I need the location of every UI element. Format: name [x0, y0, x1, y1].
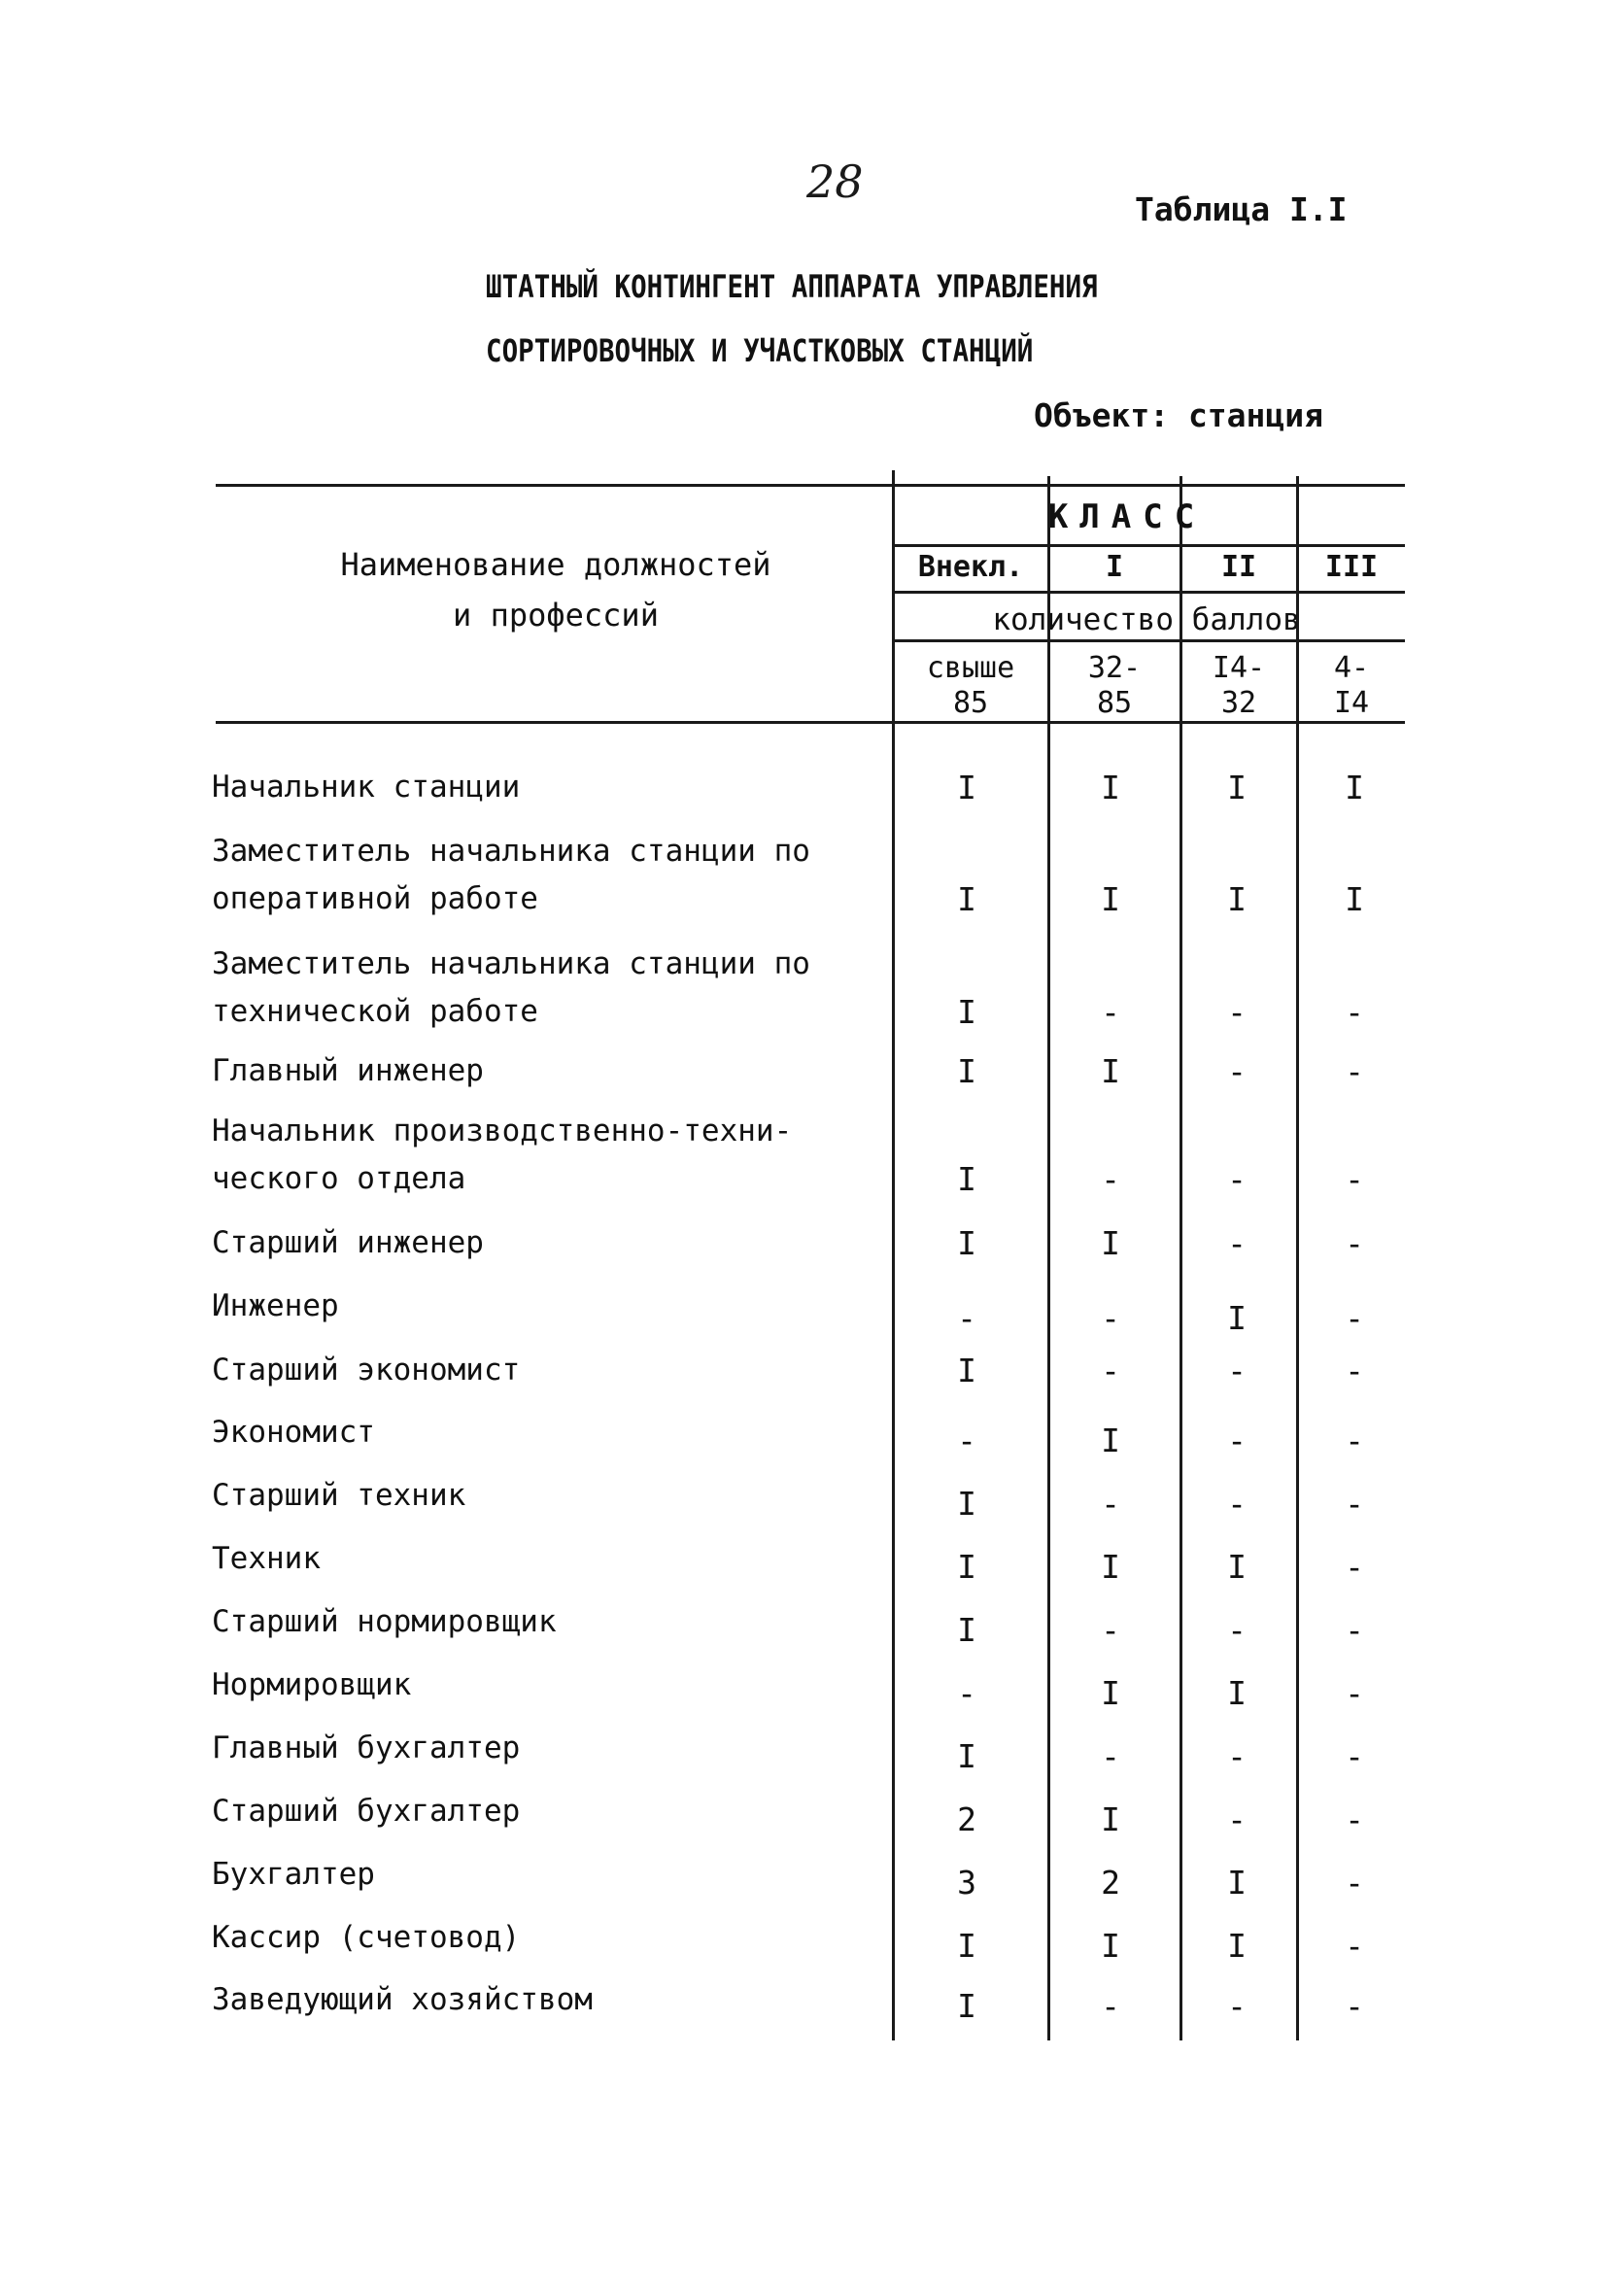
row-value-2: -: [1227, 1052, 1247, 1090]
range-3-line-1: 4-: [1333, 651, 1370, 685]
row-value-1: I: [1101, 880, 1120, 918]
row-value-1: -: [1101, 1987, 1120, 2025]
header-name-line-2: и профессий: [453, 597, 659, 634]
row-value-extra: I: [957, 1737, 976, 1775]
row-value-3: -: [1345, 1927, 1364, 1965]
row-value-extra: I: [957, 880, 976, 918]
row-value-extra: 2: [957, 1800, 976, 1838]
row-value-1: I: [1101, 769, 1120, 806]
row-value-3: -: [1345, 1800, 1364, 1838]
row-name: Кассир (счетовод): [212, 1920, 521, 1955]
row-value-2: -: [1227, 1352, 1247, 1389]
row-value-1: I: [1101, 1927, 1120, 1965]
row-value-2: -: [1227, 1611, 1247, 1649]
row-value-1: -: [1101, 1485, 1120, 1523]
row-value-2: -: [1227, 1160, 1247, 1198]
row-value-3: -: [1345, 1485, 1364, 1523]
header-name-column: [216, 539, 896, 640]
row-name: Экономист: [212, 1415, 375, 1450]
row-name: Заместитель начальника станции по оперативной работе: [212, 834, 810, 916]
row-value-1: I: [1101, 1224, 1120, 1262]
row-name: Инженер: [212, 1288, 339, 1323]
header-bottom-rule: [216, 721, 1405, 724]
class-rule: [894, 544, 1405, 547]
row-value-1: -: [1101, 1160, 1120, 1198]
points-rule: [894, 639, 1405, 642]
row-value-2: -: [1227, 1485, 1247, 1523]
row-value-3: -: [1345, 1737, 1364, 1775]
header-class-label: КЛАСС: [1047, 497, 1207, 536]
range-1-line-2: 85: [1096, 686, 1133, 720]
range-extra-line-2: 85: [952, 686, 989, 720]
row-value-3: I: [1345, 769, 1364, 806]
header-grade-extra: Внекл.: [917, 550, 1024, 584]
row-value-3: -: [1345, 1160, 1364, 1198]
header-range-1: [1049, 651, 1180, 721]
row-value-extra: I: [957, 1611, 976, 1649]
page-number: 28: [806, 155, 864, 208]
row-value-1: -: [1101, 993, 1120, 1031]
range-3-line-2: I4: [1333, 686, 1370, 720]
range-extra-line-1: свыше: [926, 651, 1015, 685]
range-2-line-1: I4-: [1212, 651, 1266, 685]
row-value-3: -: [1345, 1864, 1364, 1902]
row-value-2: I: [1227, 1299, 1247, 1337]
row-value-extra: 3: [957, 1864, 976, 1902]
row-value-extra: I: [957, 1352, 976, 1389]
row-value-1: I: [1101, 1422, 1120, 1459]
row-name: Старший бухгалтер: [212, 1794, 521, 1829]
row-value-1: -: [1101, 1299, 1120, 1337]
row-name: Старший техник: [212, 1478, 466, 1513]
row-name: Начальник производственно-техни-ческого отдела: [212, 1114, 793, 1196]
row-value-2: I: [1227, 1674, 1247, 1712]
header-grade-2: II: [1220, 550, 1257, 584]
document-title: [486, 255, 1098, 383]
header-range-extra: [894, 651, 1047, 721]
row-name: Нормировщик: [212, 1667, 412, 1702]
row-value-2: I: [1227, 1927, 1247, 1965]
row-value-extra: I: [957, 1548, 976, 1586]
table-top-rule: [216, 484, 1405, 487]
row-value-2: -: [1227, 1987, 1247, 2025]
row-value-2: -: [1227, 1422, 1247, 1459]
header-name-line-1: Наименование должностей: [340, 546, 771, 583]
row-name: Старший инженер: [212, 1225, 484, 1260]
row-value-1: 2: [1101, 1864, 1120, 1902]
row-value-1: -: [1101, 1737, 1120, 1775]
title-line-1: ШТАТНЫЙ КОНТИНГЕНТ АППАРАТА УПРАВЛЕНИЯ: [486, 268, 1098, 305]
row-value-3: -: [1345, 1352, 1364, 1389]
row-value-extra: -: [957, 1674, 976, 1712]
row-value-1: I: [1101, 1674, 1120, 1712]
row-name: Главный бухгалтер: [212, 1731, 521, 1765]
row-name: Техник: [212, 1541, 321, 1576]
title-line-2: СОРТИРОВОЧНЫХ И УЧАСТКОВЫХ СТАНЦИЙ: [486, 332, 1034, 369]
header-range-2: [1181, 651, 1296, 721]
header-range-3: [1298, 651, 1405, 721]
row-value-1: I: [1101, 1052, 1120, 1090]
row-value-extra: I: [957, 993, 976, 1031]
row-value-3: -: [1345, 1299, 1364, 1337]
row-value-extra: I: [957, 1485, 976, 1523]
row-value-2: -: [1227, 993, 1247, 1031]
table-label: Таблица I.I: [1135, 190, 1348, 228]
row-value-3: -: [1345, 993, 1364, 1031]
row-value-extra: -: [957, 1422, 976, 1459]
row-value-extra: I: [957, 1160, 976, 1198]
row-name: Старший нормировщик: [212, 1604, 557, 1639]
row-value-3: -: [1345, 1224, 1364, 1262]
row-name: Заместитель начальника станции по технической работе: [212, 946, 810, 1029]
row-value-2: -: [1227, 1224, 1247, 1262]
row-value-3: -: [1345, 1052, 1364, 1090]
row-value-3: -: [1345, 1548, 1364, 1586]
row-value-2: -: [1227, 1800, 1247, 1838]
range-2-line-2: 32: [1220, 686, 1257, 720]
row-value-2: I: [1227, 1548, 1247, 1586]
row-value-1: I: [1101, 1548, 1120, 1586]
row-value-3: -: [1345, 1987, 1364, 2025]
row-value-extra: I: [957, 1052, 976, 1090]
row-value-extra: I: [957, 1927, 976, 1965]
row-value-2: I: [1227, 1864, 1247, 1902]
row-name: Главный инженер: [212, 1053, 484, 1088]
row-value-3: -: [1345, 1611, 1364, 1649]
row-value-3: I: [1345, 880, 1364, 918]
row-value-extra: I: [957, 1224, 976, 1262]
row-value-extra: I: [957, 1987, 976, 2025]
row-name: Заведующий хозяйством: [212, 1982, 593, 2017]
grades-rule: [894, 591, 1405, 594]
range-1-line-1: 32-: [1087, 651, 1142, 685]
header-points-label: количество баллов: [992, 602, 1301, 637]
row-value-2: I: [1227, 880, 1247, 918]
row-value-1: -: [1101, 1611, 1120, 1649]
row-name: Бухгалтер: [212, 1857, 375, 1892]
header-grade-3: III: [1324, 550, 1379, 584]
row-value-3: -: [1345, 1422, 1364, 1459]
object-line: Объект: станция: [1034, 396, 1324, 434]
row-value-extra: -: [957, 1299, 976, 1337]
row-value-2: I: [1227, 769, 1247, 806]
row-name: Начальник станции: [212, 770, 521, 805]
header-grade-1: I: [1105, 550, 1124, 584]
row-value-3: -: [1345, 1674, 1364, 1712]
row-value-1: I: [1101, 1800, 1120, 1838]
row-name: Старший экономист: [212, 1353, 521, 1388]
row-value-2: -: [1227, 1737, 1247, 1775]
row-value-extra: I: [957, 769, 976, 806]
row-value-1: -: [1101, 1352, 1120, 1389]
